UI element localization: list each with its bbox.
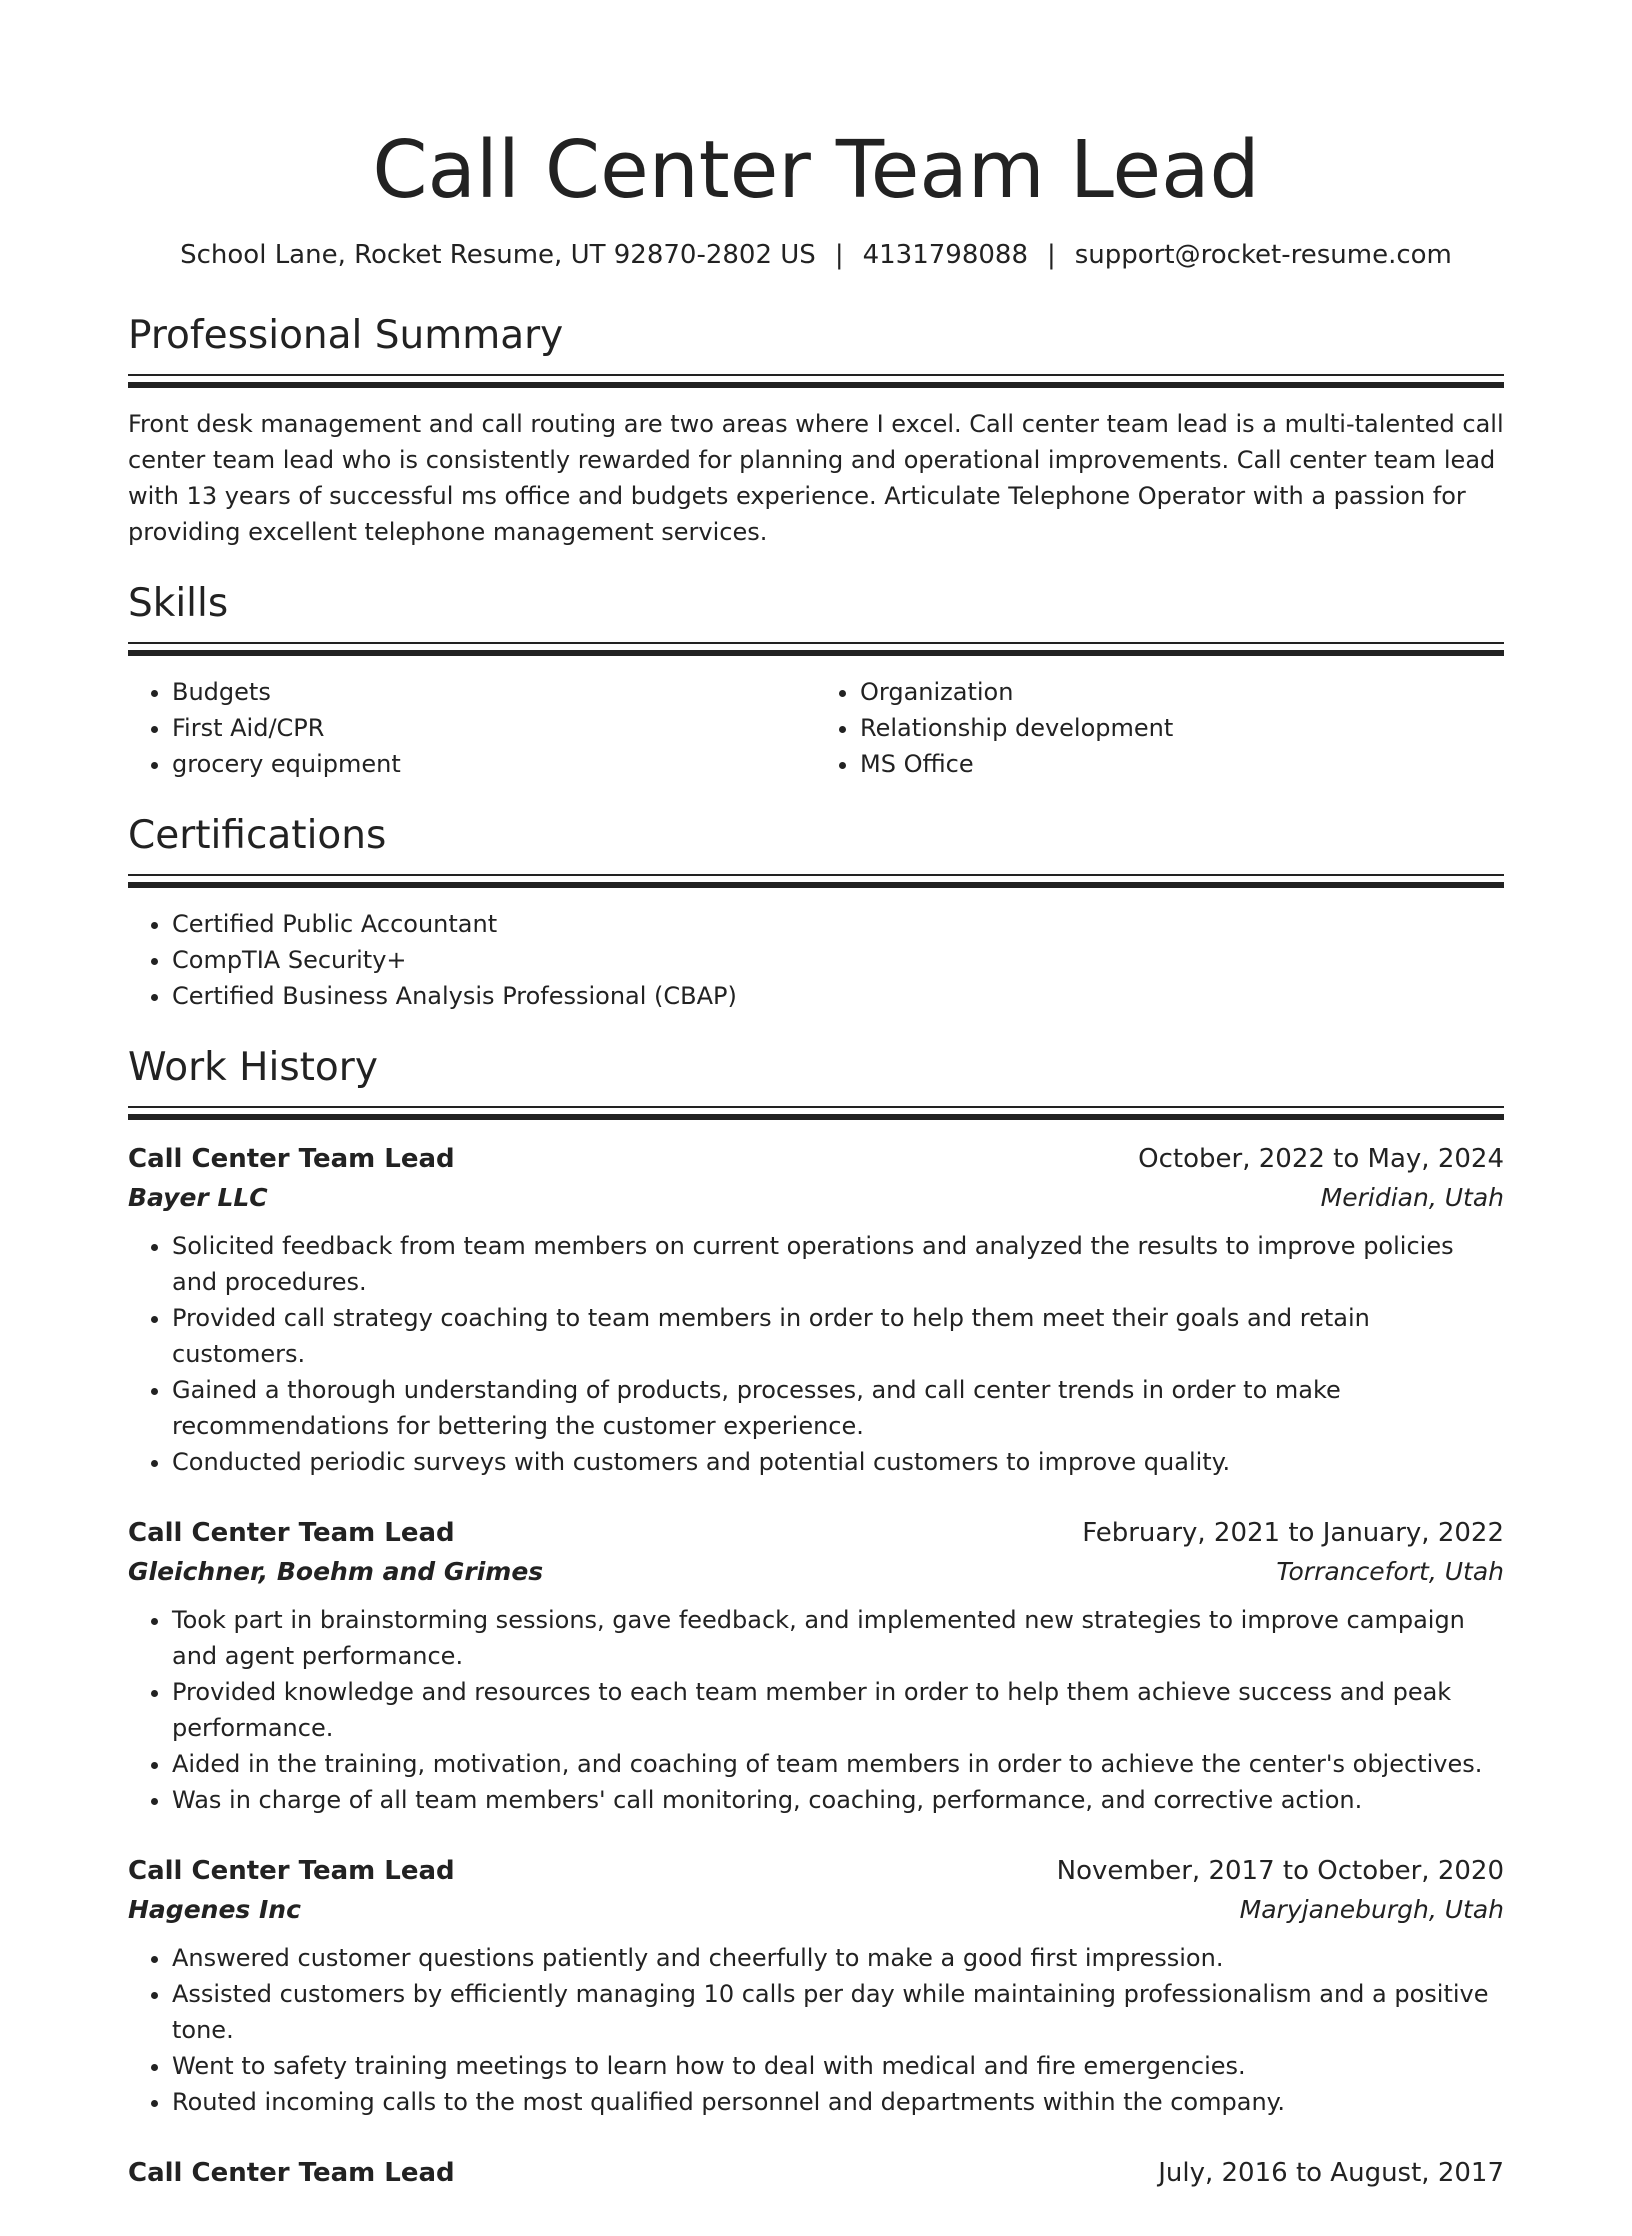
job-company-row	[128, 1890, 1504, 1930]
contact-phone: 4131798088	[862, 240, 1028, 270]
job-title: Call Center Team Lead	[128, 1518, 455, 1548]
job-company-row	[128, 1552, 1504, 1592]
job-header-row	[128, 1514, 1504, 1552]
skill-item: • Organization	[860, 674, 1504, 710]
job-company-row	[128, 1178, 1504, 1218]
job-dates: November, 2017 to October, 2020	[1056, 1856, 1504, 1886]
job-bullet: • Took part in brainstorming sessions, gave feedback, and implemented new strategies to improve campaign and agent performance.	[172, 1602, 1504, 1674]
contact-email: support@rocket-resume.com	[1074, 240, 1452, 270]
job-entry	[128, 2154, 1504, 2192]
skills-list-left	[128, 674, 816, 782]
resume-name: Call Center Team Lead	[372, 124, 1260, 216]
contact-separator: |	[1047, 240, 1056, 270]
job-entry	[128, 1852, 1504, 2120]
job-location: Meridian, Utah	[1320, 1183, 1504, 1212]
skills-grid	[128, 674, 1504, 782]
job-company: Gleichner, Boehm and Grimes	[128, 1557, 544, 1586]
job-header-row	[128, 1140, 1504, 1178]
certifications-list	[128, 906, 1504, 1014]
job-location: Maryjaneburgh, Utah	[1239, 1895, 1504, 1924]
skill-item: • grocery equipment	[172, 746, 816, 782]
job-bullet: • Aided in the training, motivation, and coaching of team members in order to achieve the center's objectives.	[172, 1746, 1504, 1782]
certification-item: • CompTIA Security+	[172, 942, 1504, 978]
job-bullet: • Assisted customers by efficiently managing 10 calls per day while maintaining professionalism and a positive tone.	[172, 1976, 1504, 2048]
section-divider	[128, 874, 1504, 888]
certification-item: • Certified Public Accountant	[172, 906, 1504, 942]
skill-item: • Budgets	[172, 674, 816, 710]
job-bullets	[128, 1940, 1504, 2120]
resume-page	[0, 124, 1632, 2236]
job-company: Hagenes Inc	[128, 1895, 301, 1924]
job-bullets	[128, 1602, 1504, 1818]
section-divider	[128, 1106, 1504, 1120]
job-dates: February, 2021 to January, 2022	[1082, 1518, 1504, 1548]
work-history-heading: Work History	[128, 1045, 378, 1090]
job-header-row	[128, 2154, 1504, 2192]
job-title: Call Center Team Lead	[128, 1144, 455, 1174]
skills-section	[128, 580, 1504, 782]
contact-address: School Lane, Rocket Resume, UT 92870-2802 US	[180, 240, 816, 270]
job-header-row	[128, 1852, 1504, 1890]
summary-text: Front desk management and call routing are two areas where I excel. Call center team lead is a multi-talented call center team lead who is consistently rewarded for planning and operational improvements. Call center team lead with 13 years of successful ms office and budgets experience. Articulate Telephone Operator with a passion for providing excellent telephone management services.	[128, 410, 1504, 546]
work-history-section	[128, 1044, 1504, 2192]
skill-item: • Relationship development	[860, 710, 1504, 746]
certifications-section	[128, 812, 1504, 1014]
section-divider	[128, 642, 1504, 656]
contact-line	[128, 238, 1504, 272]
skill-item: • First Aid/CPR	[172, 710, 816, 746]
job-dates: July, 2016 to August, 2017	[1158, 2158, 1504, 2188]
certifications-heading: Certifications	[128, 813, 387, 858]
job-company: Bayer LLC	[128, 1183, 268, 1212]
skills-heading: Skills	[128, 581, 229, 626]
job-title: Call Center Team Lead	[128, 2158, 455, 2188]
job-bullet: • Provided knowledge and resources to each team member in order to help them achieve success and peak performance.	[172, 1674, 1504, 1746]
job-bullet: • Gained a thorough understanding of products, processes, and call center trends in order to make recommendations for bettering the customer experience.	[172, 1372, 1504, 1444]
job-bullet: • Answered customer questions patiently and cheerfully to make a good first impression.	[172, 1940, 1504, 1976]
job-bullet: • Went to safety training meetings to learn how to deal with medical and fire emergencies.	[172, 2048, 1504, 2084]
summary-heading: Professional Summary	[128, 313, 564, 358]
job-bullet: • Was in charge of all team members' call monitoring, coaching, performance, and corrective action.	[172, 1782, 1504, 1818]
job-bullet: • Conducted periodic surveys with customers and potential customers to improve quality.	[172, 1444, 1504, 1480]
job-entry	[128, 1514, 1504, 1818]
job-bullet: • Routed incoming calls to the most qualified personnel and departments within the company.	[172, 2084, 1504, 2120]
job-bullet: • Solicited feedback from team members on current operations and analyzed the results to improve policies and procedures.	[172, 1228, 1504, 1300]
contact-separator: |	[834, 240, 844, 270]
summary-section	[128, 312, 1504, 550]
job-entry	[128, 1140, 1504, 1480]
job-title: Call Center Team Lead	[128, 1856, 455, 1886]
skills-list-right	[816, 674, 1504, 782]
job-location: Torrancefort, Utah	[1276, 1557, 1504, 1586]
section-divider	[128, 374, 1504, 388]
job-bullet: • Provided call strategy coaching to team members in order to help them meet their goals and retain customers.	[172, 1300, 1504, 1372]
job-dates: October, 2022 to May, 2024	[1138, 1144, 1504, 1174]
job-bullets	[128, 1228, 1504, 1480]
certification-item: • Certified Business Analysis Professional (CBAP)	[172, 978, 1504, 1014]
skill-item: • MS Office	[860, 746, 1504, 782]
